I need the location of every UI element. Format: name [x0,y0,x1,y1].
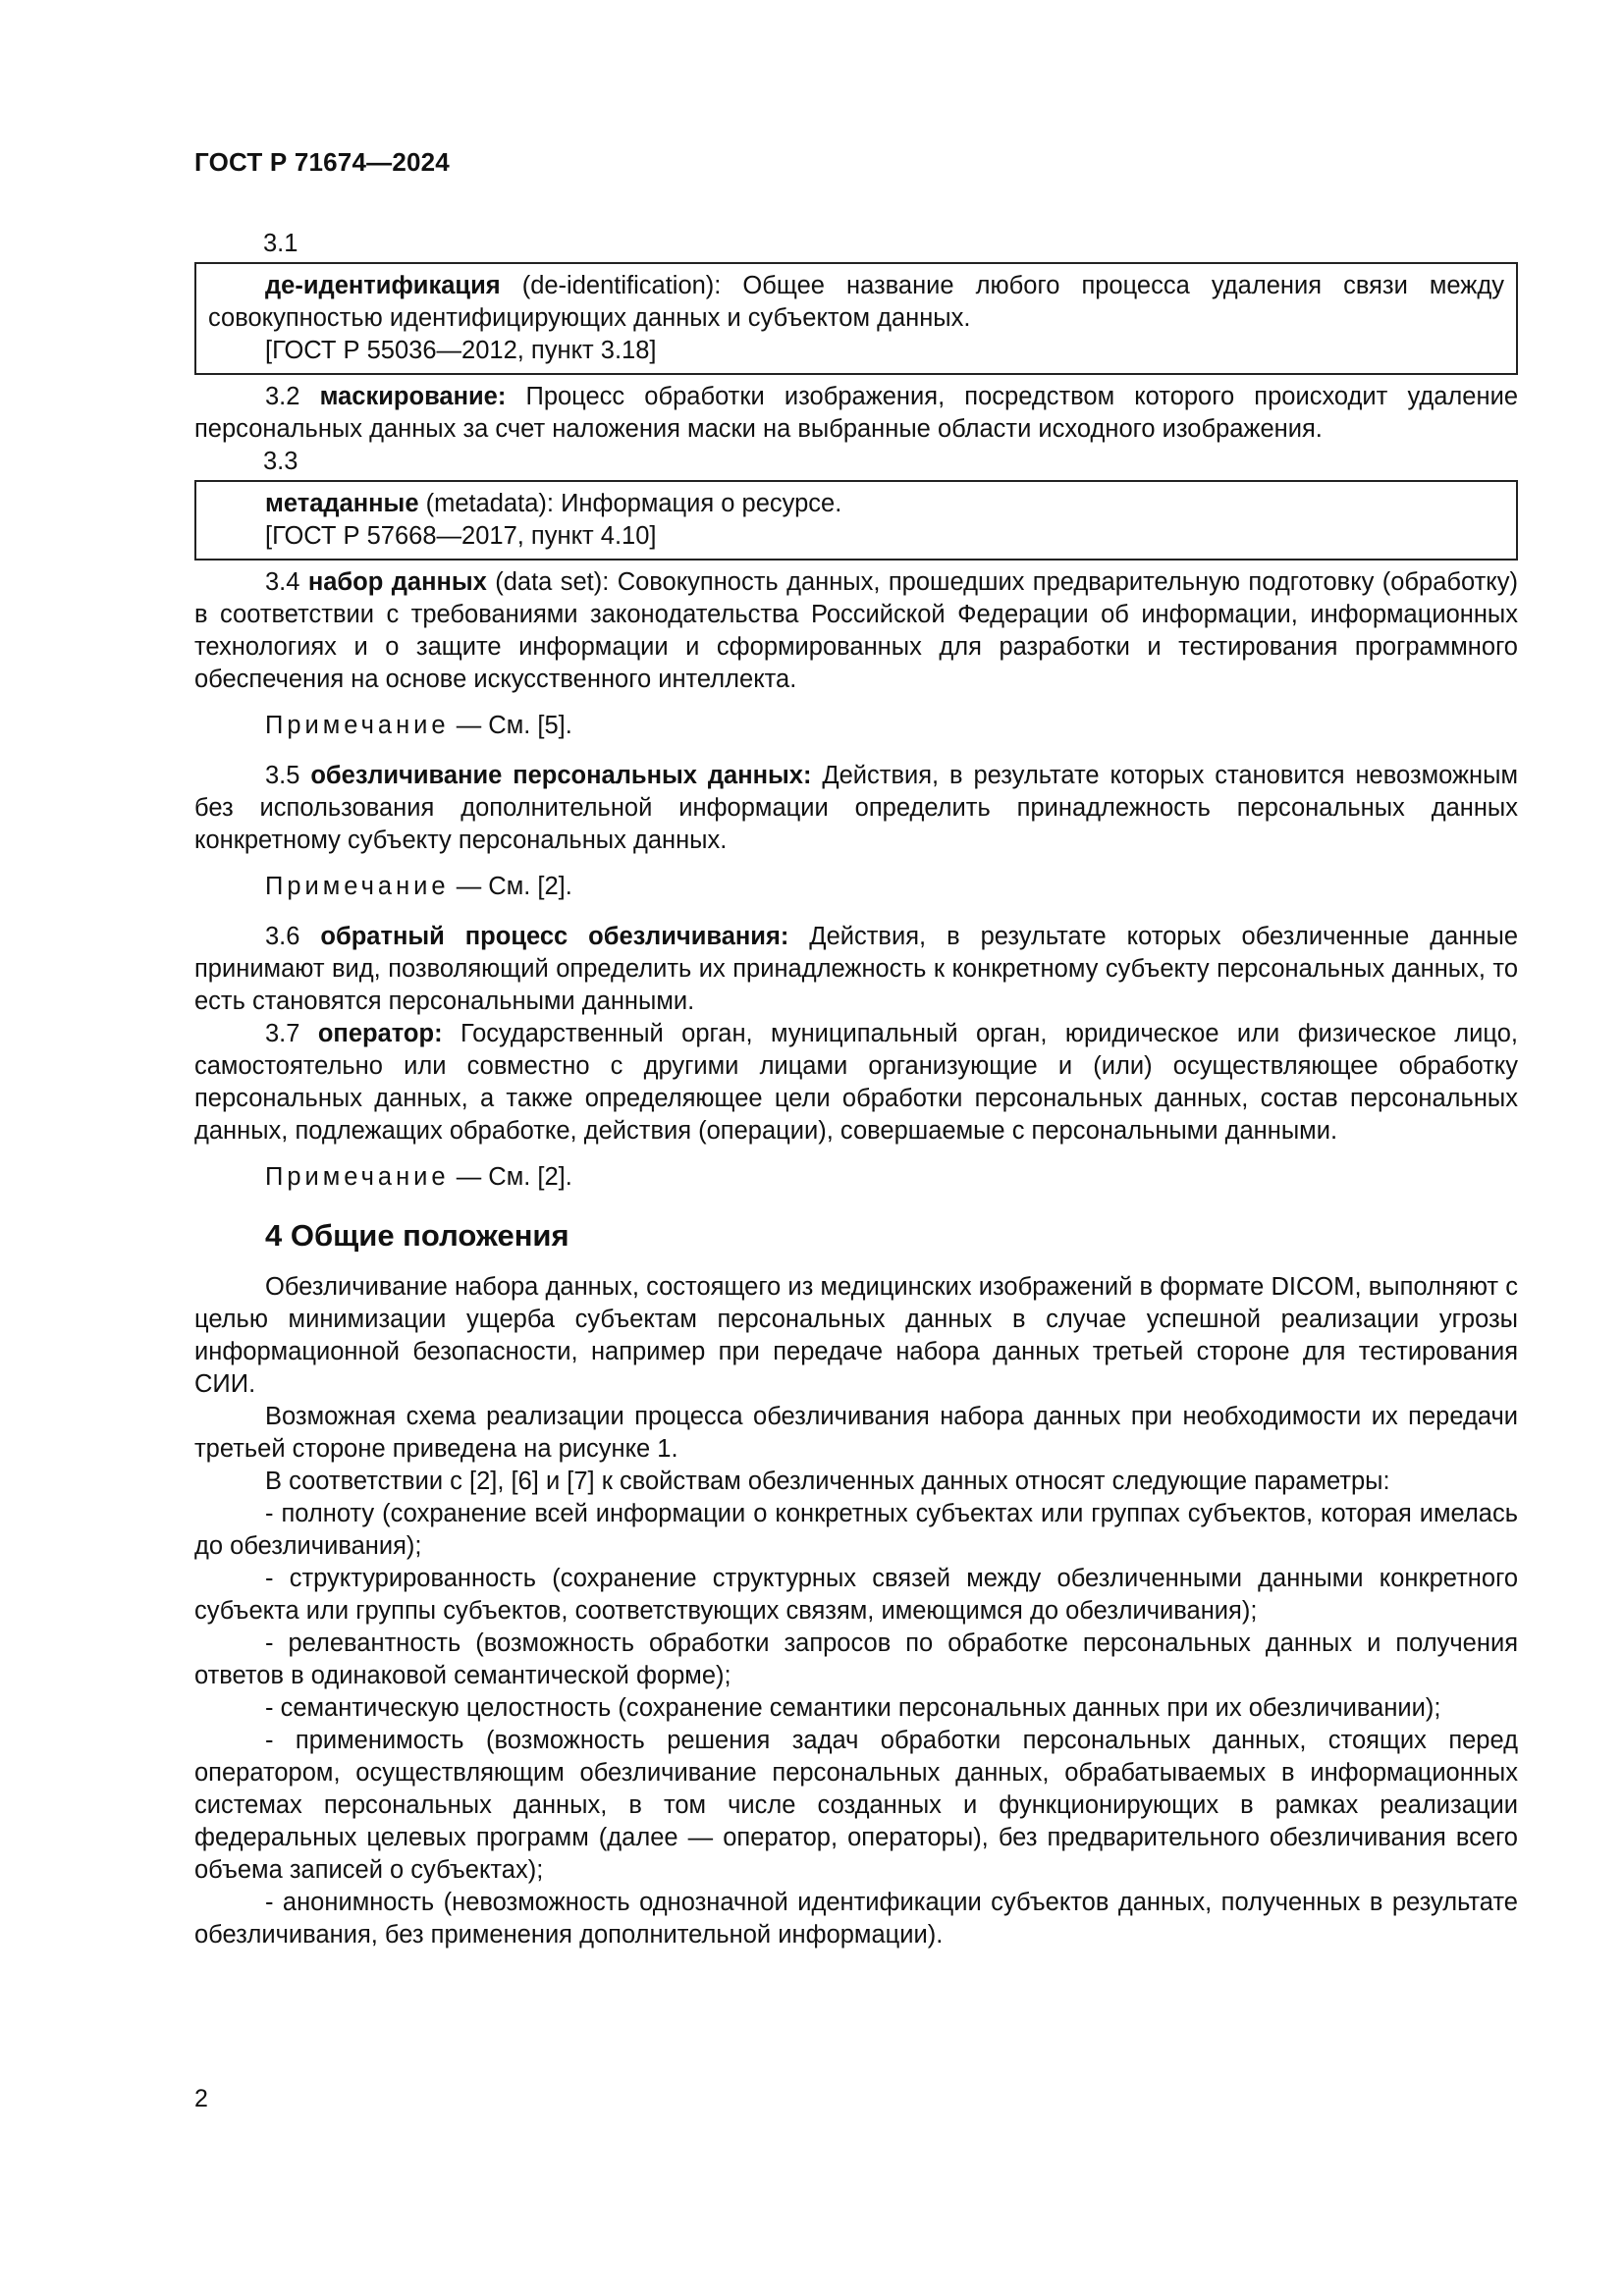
list-item: - структурированность (сохранение структурных связей между обезличенными данными конкретного субъекта или группы субъектов, соответствующих связям, имеющимся до обезличивания); [194,1565,1518,1625]
list-item: - полноту (сохранение всей информации о конкретных субъектах или группах субъектов, которая имелась до обезличивания); [194,1500,1518,1560]
term-3-6-paragraph: 3.6 обратный процесс обезличивания: Действия, в результате которых обезличенные данные принимают вид, позволяющий определить их принадлежность к конкретному субъекту персональных данных, то есть становятся персональными данными. [194,923,1518,1015]
term-3-6-term: обратный процесс обезличивания: [320,923,789,950]
term-3-7-note: Примечание — См. [2]. [265,1163,572,1191]
term-3-5-note: Примечание — См. [2]. [265,873,572,900]
term-3-2-paragraph: 3.2 маскирование: Процесс обработки изображения, посредством которого происходит удаление персональных данных за счет наложения маски на выбранные области исходного изображения. [194,383,1519,443]
section-4-heading: 4 Общие положения [265,1218,569,1253]
document-code-header: ГОСТ Р 71674—2024 [194,147,450,177]
term-3-5-paragraph: 3.5 обезличивание персональных данных: Действия, в результате которых становится невозможным без использования дополнительной информации определить принадлежность персональных данных конкретному субъекту персональных данных. [194,762,1518,854]
term-3-1-number: 3.1 [263,230,298,257]
term-3-1-source: [ГОСТ Р 55036—2012, пункт 3.18] [265,337,657,364]
term-3-3-definition-box [194,480,1518,561]
document-body [194,228,1518,1951]
section-4-paragraph-3: В соответствии с [2], [6] и [7] к свойствам обезличенных данных относят следующие параметры: [265,1468,1390,1495]
term-3-3-term: метаданные [265,490,419,517]
term-3-1-term: де-идентификация [265,272,501,299]
list-item: - применимость (возможность решения задач обработки персональных данных, стоящих перед оператором, осуществляющим обезличивание персональных данных, обрабатываемых в информационных системах персональных данных, в том числе созданных и функционирующих в рамках реализации федеральных целевых программ (далее — оператор, операторы), без предварительного обезличивания всего объема записей о субъектах); [194,1727,1518,1884]
term-3-1-text: де-идентификация (de-identification): Общее название любого процесса удаления связи между совокупностью идентифицирующих данных и субъектом данных. [208,272,1504,332]
term-3-1-definition-box [194,262,1518,375]
list-item: - анонимность (невозможность однозначной идентификации субъектов данных, полученных в результате обезличивания, без применения дополнительной информации). [194,1889,1518,1949]
term-3-4-paragraph: 3.4 набор данных (data set): Совокупность данных, прошедших предварительную подготовку (обработку) в соответствии с требованиями законодательства Российской Федерации об информации, информационных технологиях и о защите информации и сформированных для разработки и тестирования программного обеспечения на основе искусственного интеллекта. [194,568,1518,693]
section-4-paragraph-2: Возможная схема реализации процесса обезличивания набора данных при необходимости их передачи третьей стороне приведена на рисунке 1. [194,1403,1518,1463]
term-3-4-term: набор данных [307,568,487,596]
page-number: 2 [194,2085,208,2112]
section-4-paragraph-1: Обезличивание набора данных, состоящего из медицинских изображений в формате DICOM, выполняют с целью минимизации ущерба субъектам персональных данных в случае успешной реализации угрозы информационной безопасности, например при передаче набора данных третьей стороне для тестирования СИИ. [194,1273,1518,1398]
term-3-7-paragraph: 3.7 оператор: Государственный орган, муниципальный орган, юридическое или физическое лицо, самостоятельно или совместно с другими лицами организующие и (или) осуществляющее обработку персональных данных, а также определяющее цели обработки персональных данных, состав персональных данных, подлежащих обработке, действия (операции), совершаемые с персональными данными. [194,1020,1518,1145]
list-item: - релевантность (возможность обработки запросов по обработке персональных данных и получения ответов в одинаковой семантической форме); [194,1629,1518,1689]
term-3-5-term: обезличивание персональных данных: [310,762,812,789]
term-3-4-note: Примечание — См. [5]. [265,712,572,739]
term-3-7-term: оператор: [317,1020,443,1047]
term-3-3-number: 3.3 [263,448,298,475]
term-3-2-term: маскирование: [319,383,507,410]
list-item: - семантическую целостность (сохранение семантики персональных данных при их обезличивании); [265,1694,1441,1722]
term-3-3-text: метаданные (metadata): Информация о ресурсе. [265,490,842,517]
term-3-3-source: [ГОСТ Р 57668—2017, пункт 4.10] [265,522,657,550]
